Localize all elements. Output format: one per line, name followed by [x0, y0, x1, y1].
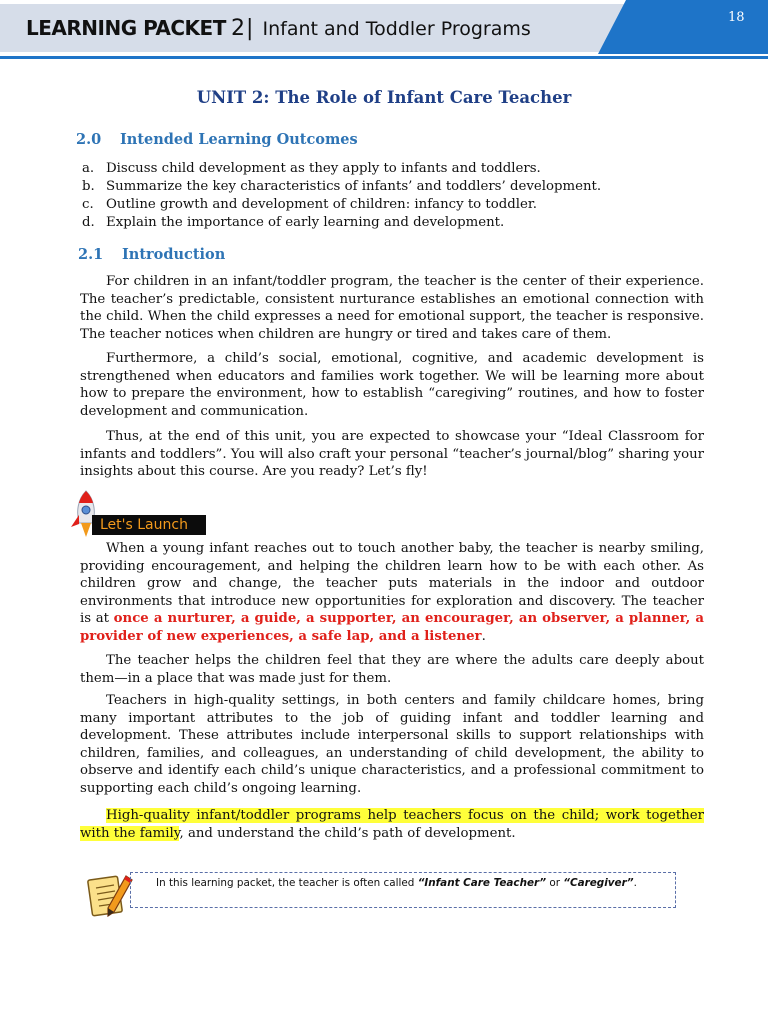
list-text: Explain the importance of early learning and development.	[106, 215, 505, 230]
packet-label: LEARNING PACKET	[26, 16, 226, 40]
page-number: 18	[728, 10, 745, 25]
highlighted-text: High-quality infant/toddler programs help teachers focus on the child; work together with the family	[80, 808, 704, 841]
list-item	[82, 214, 722, 232]
section-title: Introduction	[122, 246, 226, 263]
note-segment: or	[546, 877, 564, 889]
intro-paragraph-3: Thus, at the end of this unit, you are expected to showcase your “Ideal Classroom for infants and toddlers”. You will also craft your personal “teacher’s journal/blog” sharing your insights about this course. Are you ready? Let’s fly!	[80, 429, 704, 480]
intro-paragraph-2: Furthermore, a child’s social, emotional, cognitive, and academic development is strengthened when educators and families work together. We will be learning more about how to prepare the environment, how to establish “caregiving” routines, and how to foster development and communication.	[80, 351, 704, 419]
launch-paragraph-3: Teachers in high-quality settings, in both centers and family childcare homes, bring many important attributes to the job of guiding infant and toddler learning and development. These attributes include interpersonal skills to support relationships with children, families, and colleagues, an understanding of child development, the ability to observe and identify each child’s unique characteristics, and a professional commitment to supporting each child’s ongoing learning.	[80, 693, 704, 796]
list-marker: d.	[82, 215, 95, 230]
paragraph-text: When a young infant reaches out to touch another baby, the teacher is nearby smiling, providing encouragement, and helping the children learn how to be with each other. As children grow and change, the teacher puts materials in the indoor and outdoor environments that introduce new opportunities for exploration and discovery. The teacher is at	[80, 541, 704, 627]
lets-launch-label: Let's Launch	[92, 515, 206, 535]
note-term: “Infant Care Teacher”	[417, 877, 547, 889]
list-text: Summarize the key characteristics of infants’ and toddlers’ development.	[106, 179, 602, 194]
list-text: Outline growth and development of children: infancy to toddler.	[106, 197, 538, 212]
section-title: Intended Learning Outcomes	[120, 131, 358, 148]
list-marker: c.	[82, 197, 94, 212]
list-item	[82, 178, 722, 196]
list-marker: a.	[82, 161, 95, 176]
paragraph-text: .	[481, 628, 486, 644]
section-heading-introduction	[78, 246, 225, 263]
header-accent-tab	[598, 0, 768, 54]
section-number: 2.1	[78, 246, 104, 263]
paragraph-text: , and understand the child’s path of development.	[179, 825, 516, 841]
note-text	[156, 877, 676, 889]
section-number: 2.0	[76, 131, 102, 148]
header-separator: |	[245, 16, 254, 41]
header-rule	[0, 56, 768, 59]
intro-paragraph-1: For children in an infant/toddler program, the teacher is the center of their experience. The teacher’s predictable, consistent nurturance establishes an emotional connection with the child. When the child expresses a need for emotional support, the teacher is responsive. The teacher notices when children are hungry or tired and takes care of them.	[80, 274, 704, 342]
packet-number: 2	[230, 16, 245, 41]
list-text: Discuss child development as they apply to infants and toddlers.	[106, 161, 541, 176]
launch-paragraph-2: The teacher helps the children feel that they are where the adults care deeply about them—in a place that was made just for them.	[80, 653, 704, 686]
emphasis-text: once a nurturer, a guide, a supporter, an encourager, an observer, a planner, a provider of new experiences, a safe lap, and a listener	[80, 611, 704, 644]
note-term: “Caregiver”	[563, 877, 634, 889]
outcomes-list	[82, 160, 722, 232]
list-item	[82, 160, 722, 178]
launch-paragraph-1	[80, 540, 704, 646]
header-title	[26, 16, 531, 50]
packet-subtitle: Infant and Toddler Programs	[262, 18, 531, 40]
note-segment: .	[633, 877, 637, 889]
launch-paragraph-4	[80, 807, 704, 842]
list-marker: b.	[82, 179, 95, 194]
unit-title: UNIT 2: The Role of Infant Care Teacher	[196, 88, 572, 107]
note-pencil-icon	[86, 870, 136, 922]
note-segment: In this learning packet, the teacher is often called	[156, 877, 418, 889]
section-heading-outcomes	[76, 131, 358, 148]
list-item	[82, 196, 722, 214]
